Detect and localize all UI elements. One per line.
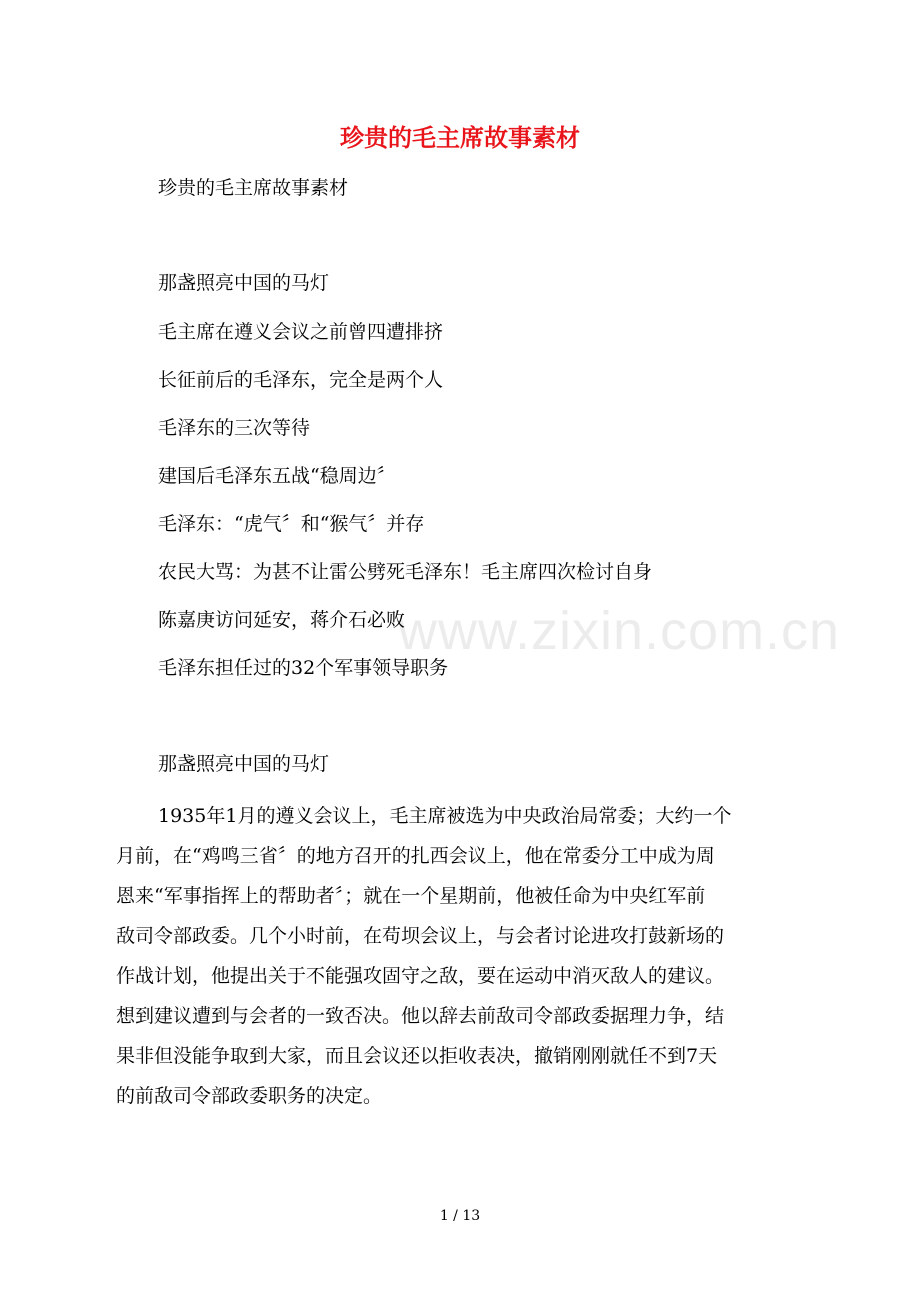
subtitle: 珍贵的毛主席故事素材 bbox=[158, 177, 349, 199]
toc-item: 陈嘉庚访问延安，蒋介石必败 bbox=[158, 609, 406, 631]
paragraph-line: 敌司令部政委。几个小时前，在苟坝会议上，与会者讨论进攻打鼓新场的 bbox=[116, 925, 725, 947]
watermark: www.zixin.com.cn bbox=[398, 601, 841, 661]
toc-item: 毛泽东：“虎气〞和“猴气〞并存 bbox=[158, 513, 425, 535]
toc-item: 长征前后的毛泽东，完全是两个人 bbox=[158, 369, 444, 391]
paragraph-line: 果非但没能争取到大家，而且会议还以拒收表决，撤销刚刚就任不到7天 bbox=[116, 1045, 718, 1067]
page-number: 1 / 13 bbox=[439, 1208, 481, 1224]
paragraph-line: 的前敌司令部政委职务的决定。 bbox=[116, 1085, 383, 1107]
toc-item: 毛泽东担任过的32个军事领导职务 bbox=[158, 657, 449, 679]
document-title: 珍贵的毛主席故事素材 bbox=[340, 123, 580, 152]
paragraph-line: 作战计划，他提出关于不能强攻固守之敌，要在运动中消灭敌人的建议。 bbox=[116, 965, 725, 987]
section-heading: 那盏照亮中国的马灯 bbox=[158, 753, 330, 775]
paragraph-line: 月前，在“鸡鸣三省〞的地方召开的扎西会议上，他在常委分工中成为周 bbox=[116, 845, 715, 867]
toc-item: 建国后毛泽东五战“稳周边〞 bbox=[158, 465, 396, 487]
paragraph-line: 1935年1月的遵义会议上，毛主席被选为中央政治局常委；大约一个 bbox=[158, 805, 732, 827]
toc-item: 那盏照亮中国的马灯 bbox=[158, 272, 330, 294]
toc-item: 农民大骂：为甚不让雷公劈死毛泽东！毛主席四次检讨自身 bbox=[158, 561, 653, 583]
toc-item: 毛主席在遵义会议之前曾四遭排挤 bbox=[158, 321, 444, 343]
toc-item: 毛泽东的三次等待 bbox=[158, 417, 311, 439]
paragraph-line: 恩来“军事指挥上的帮助者〞；就在一个星期前，他被任命为中央红军前 bbox=[116, 885, 706, 907]
body-paragraph bbox=[116, 796, 816, 1116]
paragraph-line: 想到建议遭到与会者的一致否决。他以辞去前敌司令部政委据理力争，结 bbox=[116, 1005, 725, 1027]
